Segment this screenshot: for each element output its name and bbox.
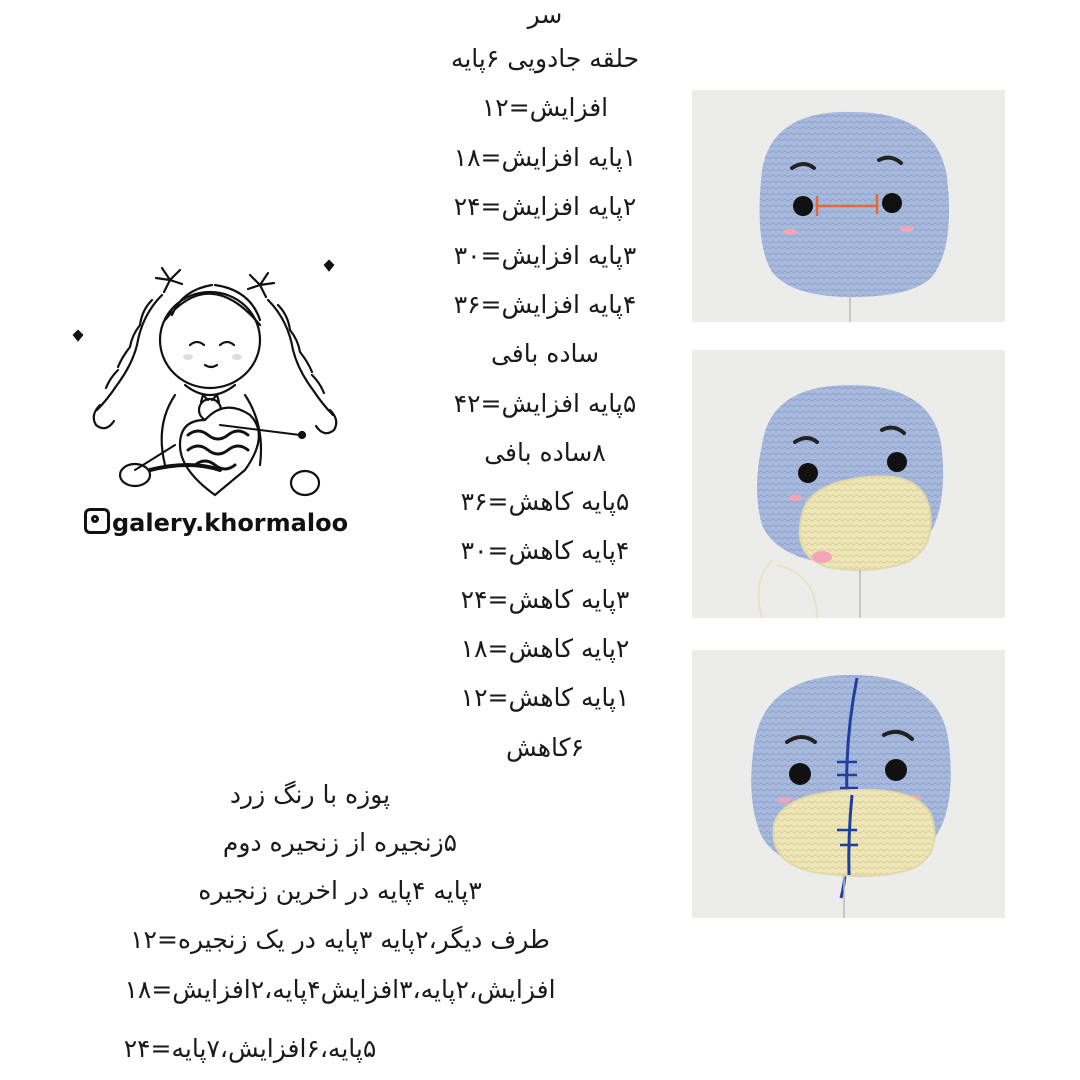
head-row-10: ۵پایه کاهش=۳۶ (460, 487, 630, 516)
muzzle-row-1: ۵زنجیره از زنحیره دوم (222, 828, 458, 857)
crochet-head-finished-image (692, 650, 1005, 918)
logo-illustration (60, 245, 350, 505)
head-photo-step-1 (692, 90, 1005, 322)
head-row-4: ۲پایه افزایش=۲۴ (453, 192, 637, 221)
head-row-12: ۳پایه کاهش=۲۴ (460, 585, 630, 614)
muzzle-title: پوزه با رنگ زرد (229, 780, 391, 809)
crochet-head-muzzle-image (692, 350, 1005, 618)
head-row-5: ۳پایه افزایش=۳۰ (453, 241, 637, 270)
muzzle-row-2: ۳پایه ۴پایه در اخرین زنجیره (198, 876, 482, 905)
crochet-head-eyes-image (692, 90, 1005, 322)
instagram-handle: galery.khormaloo (112, 509, 349, 537)
knitting-girl-logo (60, 245, 350, 505)
head-row-1: حلقه جادویی ۶پایه (450, 44, 640, 73)
head-row-6: ۴پایه افزایش=۳۶ (453, 290, 637, 319)
head-photo-step-3 (692, 650, 1005, 918)
muzzle-row-5: ۵پایه،۶افزایش،۷پایه=۲۴ (123, 1034, 377, 1063)
instagram-watermark (84, 508, 348, 537)
head-photo-step-2 (692, 350, 1005, 618)
head-row-13: ۲پایه کاهش=۱۸ (460, 634, 630, 663)
head-row-15: ۶کاهش (505, 733, 584, 762)
head-row-2: افزایش=۱۲ (481, 93, 609, 122)
muzzle-row-4: افزایش،۲پایه،۳افزایش۴پایه،۲افزایش=۱۸ (124, 975, 556, 1004)
head-row-7: ساده بافی (490, 339, 600, 368)
head-row-9: ۸ساده بافی (484, 438, 606, 467)
muzzle-row-3: طرف دیگر،۲پایه ۳پایه در یک زنجیره=۱۲ (130, 925, 550, 954)
head-row-8: ۵پایه افزایش=۴۲ (453, 389, 637, 418)
head-row-11: ۴پایه کاهش=۳۰ (460, 536, 630, 565)
head-row-3: ۱پایه افزایش=۱۸ (453, 143, 637, 172)
head-title: سر (527, 0, 563, 29)
head-row-14: ۱پایه کاهش=۱۲ (460, 683, 630, 712)
instagram-icon (84, 508, 110, 534)
